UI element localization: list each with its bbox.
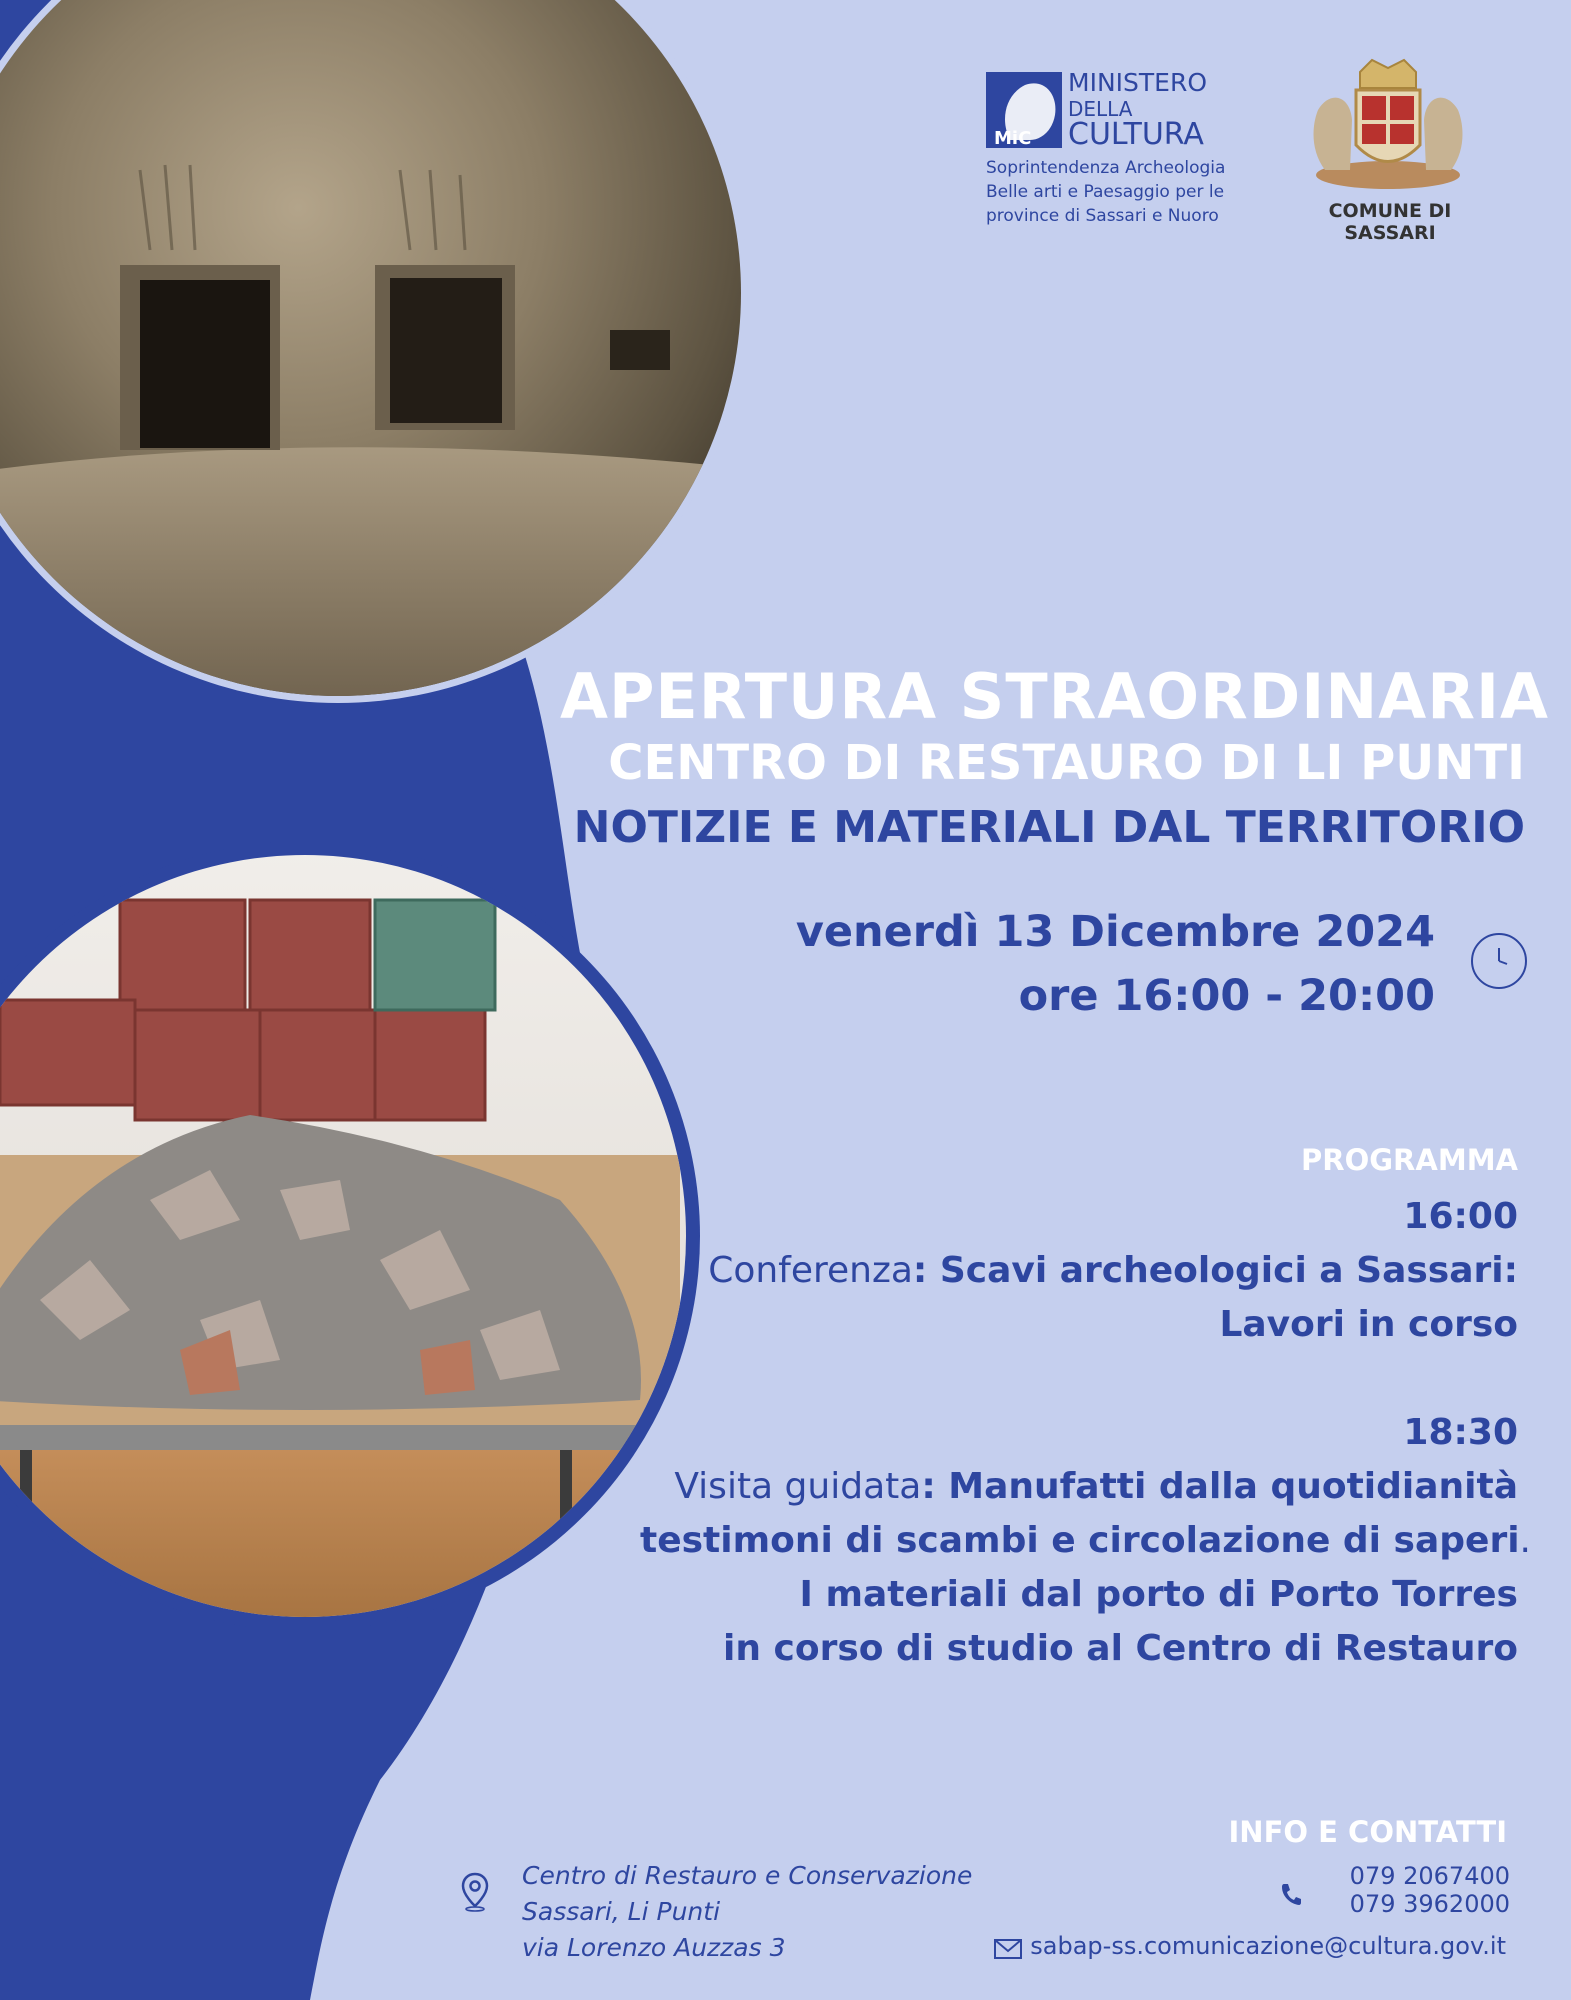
programma-heading: PROGRAMMA (1301, 1143, 1518, 1177)
program-type: Conferenza (708, 1250, 913, 1291)
program-type: Visita guidata (674, 1466, 922, 1507)
event-date: venerdì 13 Dicembre 2024 (795, 907, 1435, 957)
program-title: in corso di studio al Centro di Restauro (723, 1628, 1518, 1669)
program-item-2 (640, 1406, 1531, 1676)
event-hours: ore 16:00 - 20:00 (1018, 971, 1435, 1021)
clock-icon (1470, 932, 1528, 990)
cave-photo (0, 0, 760, 720)
program-line (640, 1244, 1518, 1298)
mic-subtitle-line: Soprintendenza Archeologia (986, 158, 1226, 178)
mic-title-line: DELLA (1068, 97, 1133, 121)
location-pin-icon (460, 1872, 490, 1912)
phone-numbers (1300, 1862, 1510, 1918)
event-date-block (760, 900, 1435, 1028)
phone-number[interactable]: 079 2067400 (1349, 1862, 1510, 1890)
mic-badge: MiC (994, 128, 1032, 149)
title-line-1: APERTURA STRAORDINARIA (560, 660, 1549, 733)
comune-coat-of-arms (1314, 60, 1463, 189)
mic-subtitle-line: Belle arti e Paesaggio per le (986, 182, 1225, 202)
mic-subtitle (986, 156, 1225, 228)
program-title: testimoni di scambi e circolazione di saperi (640, 1520, 1520, 1561)
program-title: I materiali dal porto di Porto Torres (799, 1574, 1518, 1615)
address-line: Centro di Restauro e Conservazione (522, 1861, 973, 1890)
mic-title-line: CULTURA (1068, 117, 1204, 152)
phone-icon (1280, 1882, 1302, 1906)
address-line: via Lorenzo Auzzas 3 (522, 1933, 786, 1962)
program-title-end: . (1519, 1520, 1531, 1561)
email-icon (993, 1938, 1023, 1960)
program-line (640, 1460, 1518, 1514)
program-title: : Manufatti dalla quotidianità (921, 1466, 1518, 1507)
address (522, 1858, 972, 1966)
address-line: Sassari, Li Punti (522, 1897, 721, 1926)
email-link[interactable]: sabap-ss.comunicazione@cultura.gov.it (1030, 1932, 1506, 1960)
program-line (640, 1514, 1531, 1568)
program-title: : Scavi archeologici a Sassari: (912, 1250, 1518, 1291)
info-heading: INFO E CONTATTI (1228, 1815, 1507, 1849)
program-time: 16:00 (1403, 1196, 1518, 1237)
mic-title-line: MINISTERO (1068, 68, 1208, 97)
mic-subtitle-line: province di Sassari e Nuoro (986, 206, 1219, 226)
program-item-1 (640, 1190, 1518, 1352)
program-title: Lavori in corso (1219, 1304, 1518, 1345)
program-time: 18:30 (1403, 1412, 1518, 1453)
title-line-2: CENTRO DI RESTAURO DI LI PUNTI (608, 735, 1525, 791)
sherds-photo (0, 840, 720, 1640)
mic-title (1068, 68, 1208, 152)
title-line-3: NOTIZIE E MATERIALI DAL TERRITORIO (573, 802, 1525, 853)
phone-number[interactable]: 079 3962000 (1349, 1890, 1510, 1918)
comune-label: COMUNE DI SASSARI (1328, 200, 1452, 244)
